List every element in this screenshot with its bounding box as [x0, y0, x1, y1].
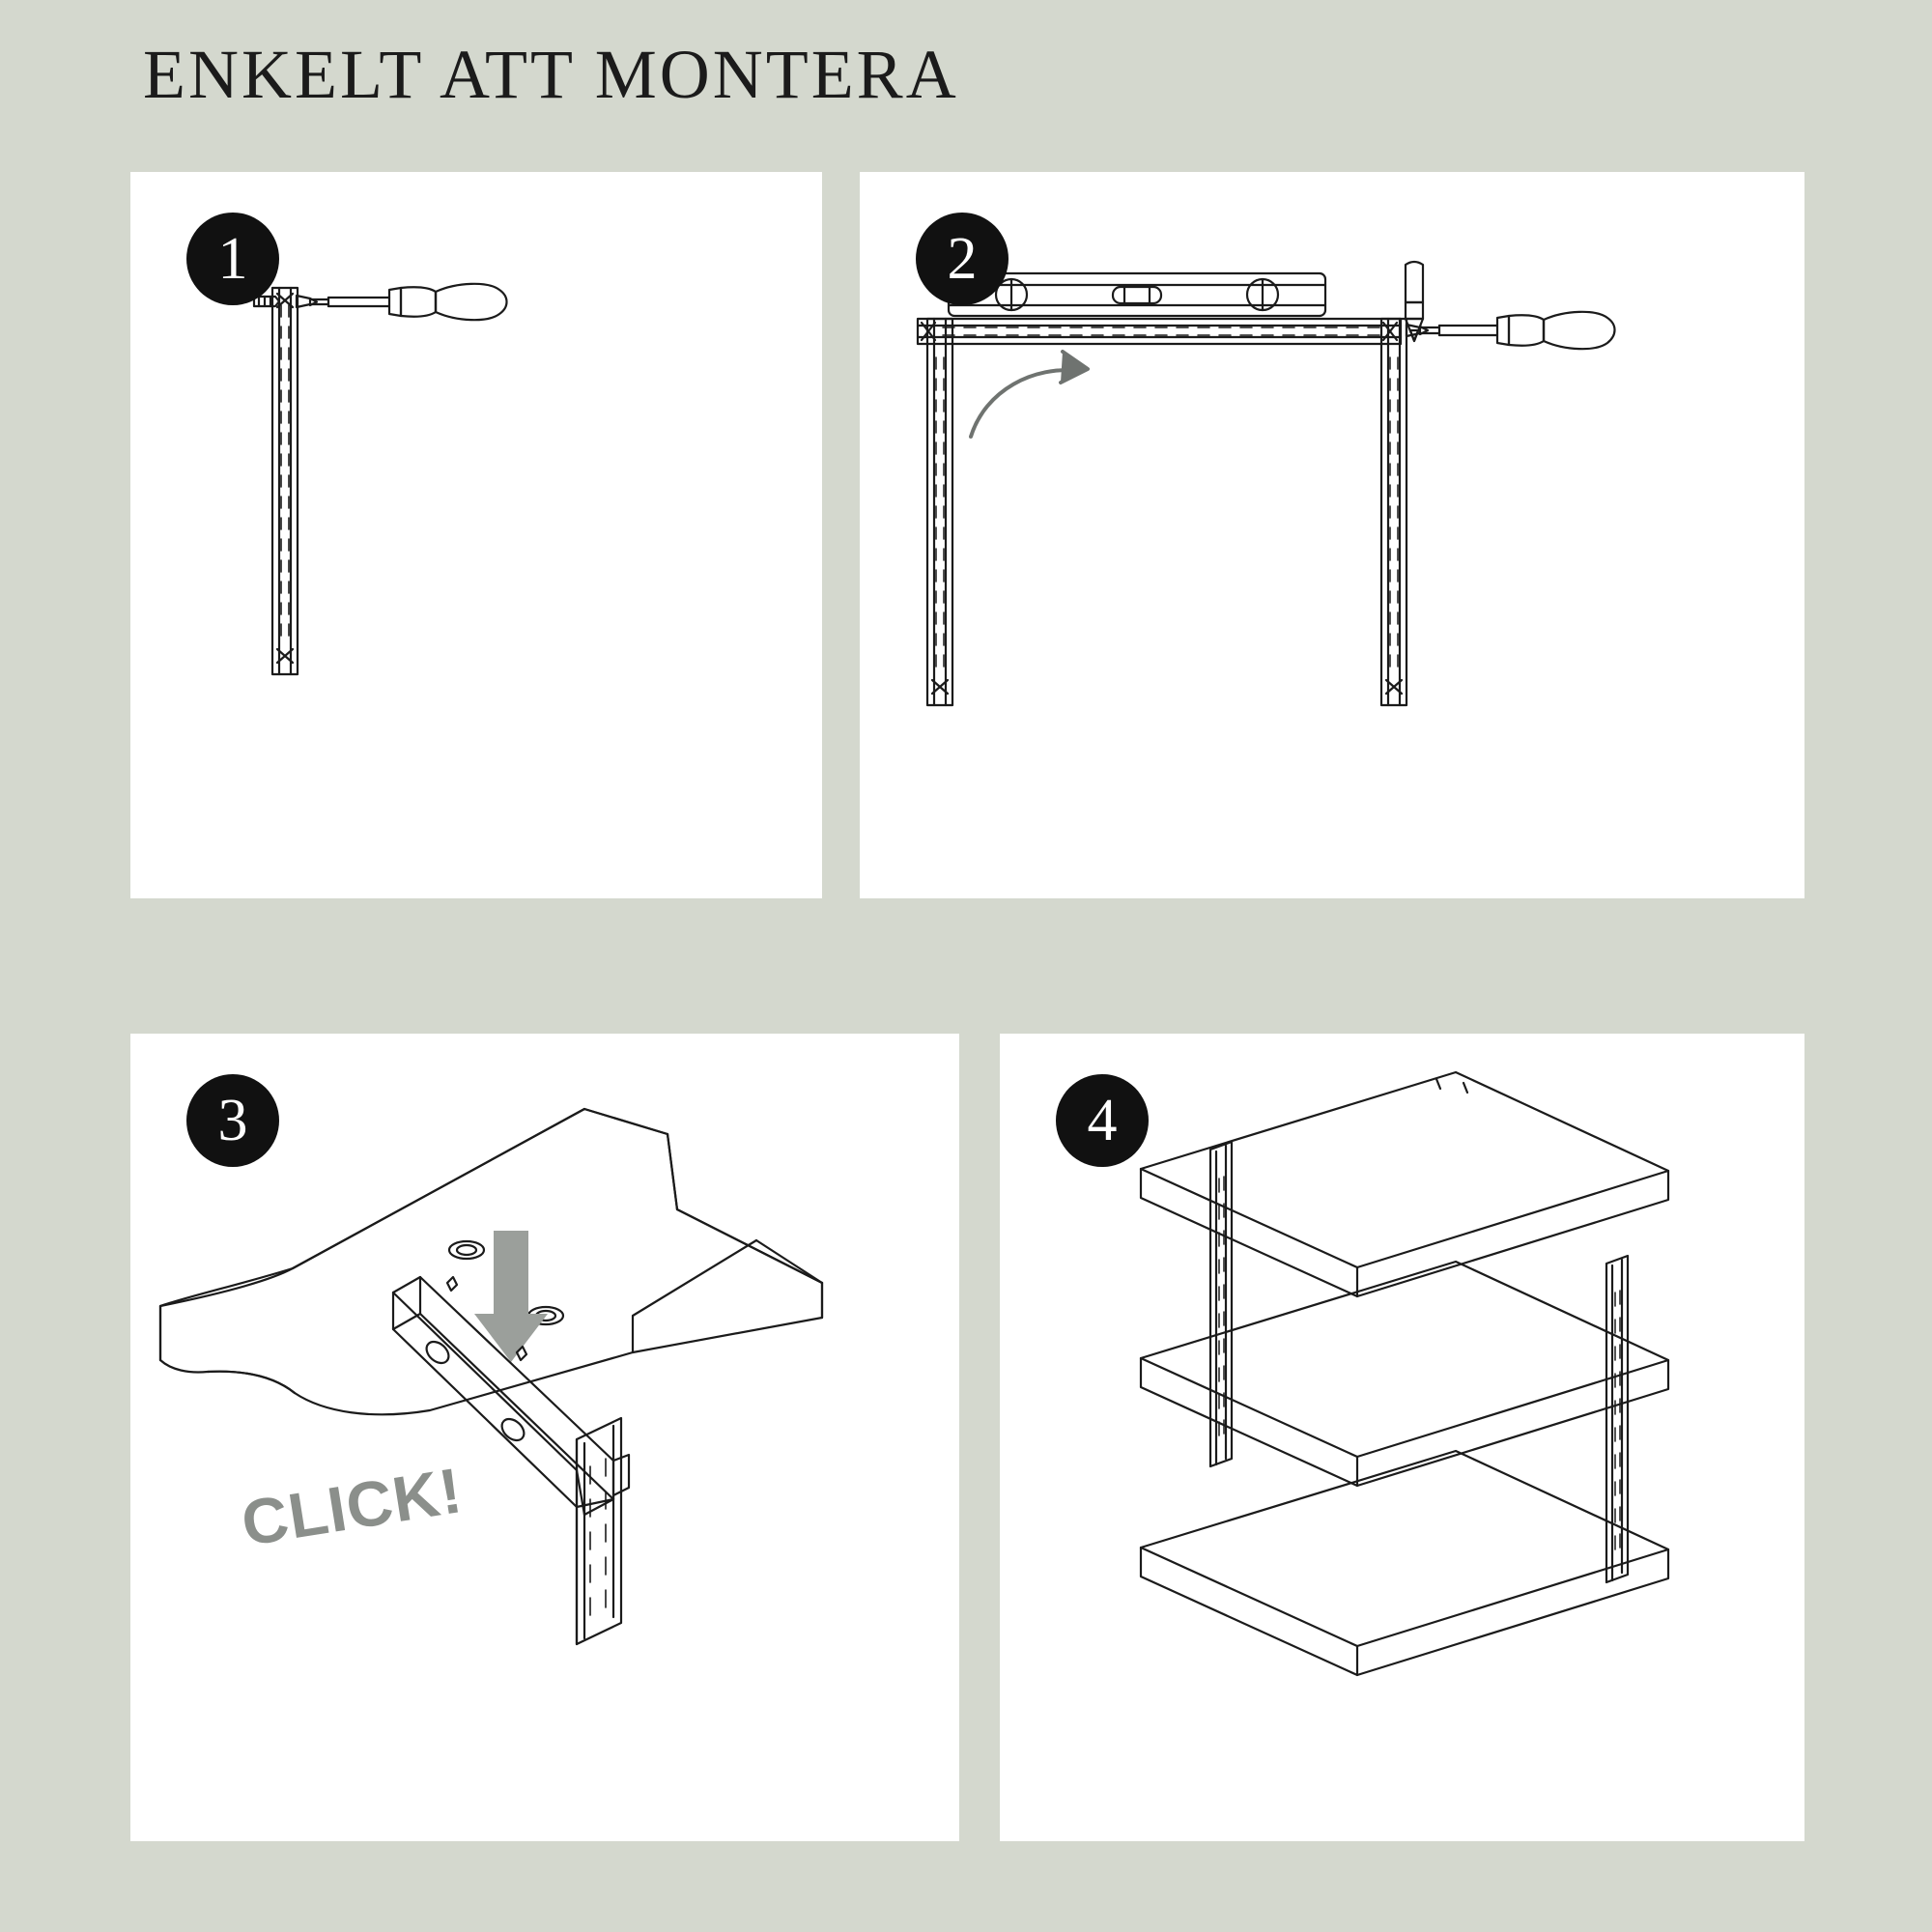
down-arrow-icon: [474, 1231, 548, 1362]
screw-hole-icon: [449, 1241, 484, 1259]
wall-rail-icon: [272, 288, 298, 674]
shelf-bottom-icon: [1141, 1451, 1668, 1675]
step-4-panel: [1000, 1034, 1804, 1841]
curved-arrow-icon: [971, 352, 1088, 437]
step-4-badge: 4: [1056, 1074, 1149, 1167]
step-1-panel: [130, 172, 822, 898]
step-1-badge: 1: [186, 213, 279, 305]
shelf-top-icon: [1141, 1072, 1668, 1296]
click-label: CLICK!: [237, 1454, 468, 1560]
step-2-panel: [860, 172, 1804, 898]
step-2-badge: 2: [916, 213, 1009, 305]
wall-rail-left-icon: [1210, 1142, 1232, 1466]
page-title: ENKELT ATT MONTERA: [143, 36, 959, 113]
step-3-panel: [130, 1034, 959, 1841]
wall-rail-left-icon: [927, 319, 952, 705]
wall-rail-right-icon: [1381, 319, 1406, 705]
horizontal-rail-icon: [918, 319, 1401, 344]
screwdriver-icon: [328, 284, 507, 320]
shelf-middle-icon: [1141, 1262, 1668, 1486]
screwdriver-icon: [1439, 312, 1615, 349]
spirit-level-icon: [949, 273, 1325, 316]
step-3-badge: 3: [186, 1074, 279, 1167]
wall-rail-right-icon: [1606, 1256, 1628, 1582]
wall-rail-icon: [577, 1418, 629, 1644]
